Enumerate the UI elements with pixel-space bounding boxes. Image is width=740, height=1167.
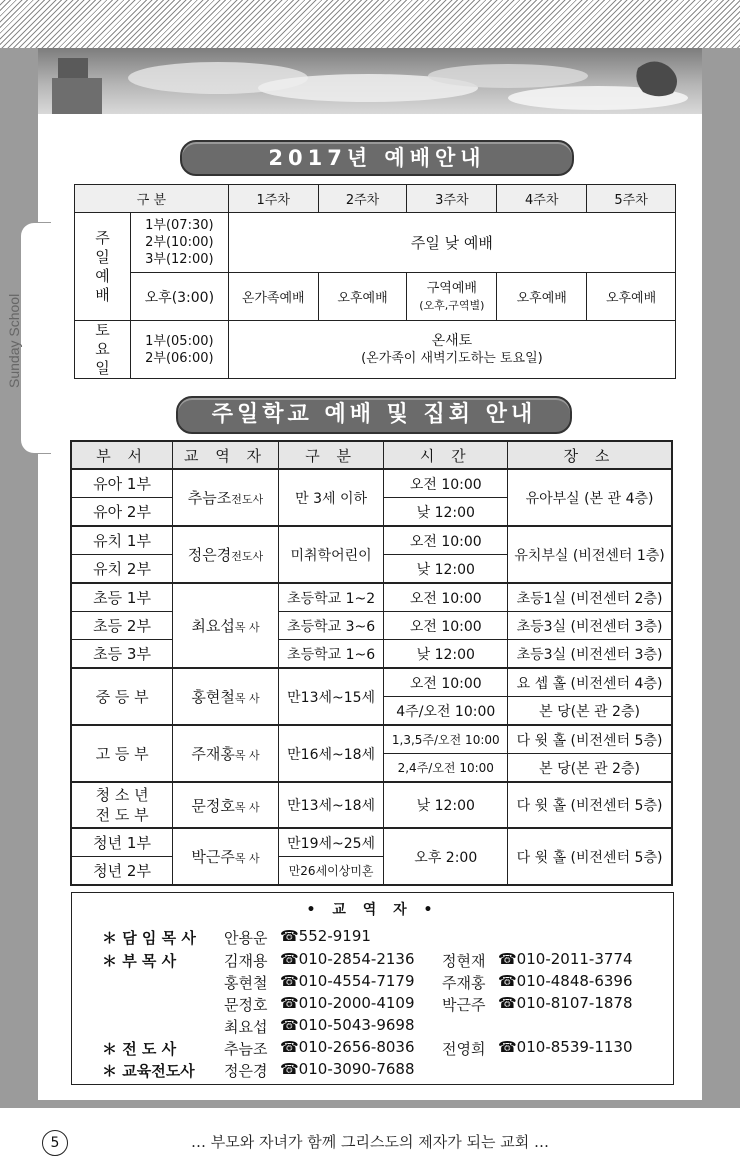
saturday-times: 1부(05:00) 2부(06:00) bbox=[130, 321, 228, 379]
table-row bbox=[71, 469, 672, 498]
place-cell: 다 윗 홀 (비전센터 5층) bbox=[508, 725, 672, 754]
afternoon-week4: 오후예배 bbox=[497, 273, 587, 321]
dept-cell: 초등 1부 bbox=[71, 583, 173, 612]
header-cell: 부 서 bbox=[71, 441, 173, 469]
staff-phone: ☎010-4848-6396 bbox=[498, 972, 633, 990]
group-cell: 만19세~25세 bbox=[278, 828, 384, 857]
afternoon-week3: 구역예배 (오후,구역별) bbox=[407, 273, 497, 321]
table-row bbox=[75, 321, 676, 379]
time-cell: 낮 12:00 bbox=[384, 640, 508, 669]
group-cell: 초등학교 3~6 bbox=[278, 612, 384, 640]
staff-name: 안용운 bbox=[224, 929, 268, 947]
sunday-times: 1부(07:30) 2부(10:00) 3부(12:00) bbox=[130, 213, 228, 273]
place-cell: 다 윗 홀 (비전센터 5층) bbox=[508, 828, 672, 885]
header-cell: 2주차 bbox=[318, 185, 407, 213]
role-label: ＊ 부 목 사 bbox=[102, 952, 177, 970]
time-cell: 오전 10:00 bbox=[384, 668, 508, 697]
leader-cell: 정은경전도사 bbox=[173, 526, 279, 583]
group-cell: 만 3세 이하 bbox=[278, 469, 384, 526]
header-cell: 교 역 자 bbox=[173, 441, 279, 469]
place-cell: 본 당(본 관 2층) bbox=[508, 754, 672, 783]
group-cell: 만16세~18세 bbox=[278, 725, 384, 782]
staff-box bbox=[71, 892, 674, 1085]
staff-name: 전영희 bbox=[442, 1040, 486, 1058]
dept-cell: 유치 2부 bbox=[71, 555, 173, 584]
time-cell: 낮 12:00 bbox=[384, 498, 508, 527]
table-row bbox=[71, 725, 672, 754]
staff-name: 추늠조 bbox=[224, 1040, 268, 1058]
place-cell: 유아부실 (본 관 4층) bbox=[508, 469, 672, 526]
role-label: ＊ 교육전도사 bbox=[102, 1062, 195, 1080]
staff-title: • 교 역 자 • bbox=[306, 902, 439, 918]
time-cell: 2,4주/오전 10:00 bbox=[384, 754, 508, 783]
table-row bbox=[71, 668, 672, 697]
staff-name: 정은경 bbox=[224, 1062, 268, 1080]
side-label: Sunday School bbox=[6, 293, 22, 388]
place-cell: 본 당(본 관 2층) bbox=[508, 697, 672, 726]
time-cell: 오전 10:00 bbox=[384, 469, 508, 498]
staff-phone: ☎010-3090-7688 bbox=[280, 1060, 415, 1078]
place-cell: 유치부실 (비전센터 1층) bbox=[508, 526, 672, 583]
time-cell: 오전 10:00 bbox=[384, 526, 508, 555]
leader-cell: 최요섭목 사 bbox=[173, 583, 279, 668]
leader-cell: 문정호목 사 bbox=[173, 782, 279, 828]
staff-phone: ☎010-5043-9698 bbox=[280, 1016, 415, 1034]
table-header-row bbox=[75, 185, 676, 213]
staff-name: 주재홍 bbox=[442, 974, 486, 992]
place-cell: 초등3실 (비전센터 3층) bbox=[508, 612, 672, 640]
staff-phone: ☎010-4554-7179 bbox=[280, 972, 415, 990]
time-cell: 4주/오전 10:00 bbox=[384, 697, 508, 726]
header-cell: 5주차 bbox=[587, 185, 676, 213]
time-cell: 낮 12:00 bbox=[384, 555, 508, 584]
header-cell: 1주차 bbox=[228, 185, 318, 213]
place-cell: 요 셉 홀 (비전센터 4층) bbox=[508, 668, 672, 697]
sunday-school-title: 주일학교 예배 및 집회 안내 bbox=[176, 396, 572, 434]
leader-cell: 추늠조전도사 bbox=[173, 469, 279, 526]
right-margin bbox=[702, 48, 740, 1108]
group-cell: 만26세이상미혼 bbox=[278, 857, 384, 886]
table-row bbox=[71, 583, 672, 612]
afternoon-time: 오후(3:00) bbox=[130, 273, 228, 321]
saturday-service: 온새토 (온가족이 새벽기도하는 토요일) bbox=[228, 321, 675, 379]
dept-cell: 청 소 년 전 도 부 bbox=[71, 782, 173, 828]
sunday-label: 주 일 예 배 bbox=[75, 213, 131, 321]
role-label: ＊ 전 도 사 bbox=[102, 1040, 177, 1058]
dept-cell: 고 등 부 bbox=[71, 725, 173, 782]
afternoon-week1: 온가족예배 bbox=[228, 273, 318, 321]
worship-guide-title: 2017년 예배안내 bbox=[180, 140, 574, 176]
staff-phone: ☎010-8107-1878 bbox=[498, 994, 633, 1012]
table-row bbox=[71, 782, 672, 828]
time-cell: 낮 12:00 bbox=[384, 782, 508, 828]
header-cell: 3주차 bbox=[407, 185, 497, 213]
hatch-background bbox=[0, 0, 740, 48]
dept-cell: 유아 1부 bbox=[71, 469, 173, 498]
group-cell: 초등학교 1~2 bbox=[278, 583, 384, 612]
group-cell: 미취학어린이 bbox=[278, 526, 384, 583]
page-number: 5 bbox=[42, 1130, 68, 1156]
table-row bbox=[71, 828, 672, 857]
staff-phone: ☎010-2000-4109 bbox=[280, 994, 415, 1012]
table-row bbox=[75, 213, 676, 273]
dept-cell: 초등 3부 bbox=[71, 640, 173, 669]
group-cell: 만13세~18세 bbox=[278, 782, 384, 828]
staff-phone: ☎010-2854-2136 bbox=[280, 950, 415, 968]
side-tab bbox=[20, 222, 51, 454]
time-cell: 1,3,5주/오전 10:00 bbox=[384, 725, 508, 754]
staff-name: 김재용 bbox=[224, 952, 268, 970]
place-cell: 초등1실 (비전센터 2층) bbox=[508, 583, 672, 612]
group-cell: 만13세~15세 bbox=[278, 668, 384, 725]
dept-cell: 유아 2부 bbox=[71, 498, 173, 527]
worship-schedule-table bbox=[74, 184, 676, 379]
staff-name: 홍현철 bbox=[224, 974, 268, 992]
staff-phone: ☎010-2011-3774 bbox=[498, 950, 633, 968]
afternoon-week5: 오후예배 bbox=[587, 273, 676, 321]
header-banner-image bbox=[38, 48, 702, 114]
header-cell: 장 소 bbox=[508, 441, 672, 469]
header-cell: 구 분 bbox=[75, 185, 229, 213]
afternoon-week2: 오후예배 bbox=[318, 273, 407, 321]
dept-cell: 초등 2부 bbox=[71, 612, 173, 640]
dept-cell: 중 등 부 bbox=[71, 668, 173, 725]
staff-name: 박근주 bbox=[442, 996, 486, 1014]
sunday-service: 주일 낮 예배 bbox=[228, 213, 675, 273]
table-row bbox=[71, 640, 672, 669]
footer-slogan: … 부모와 자녀가 함께 그리스도의 제자가 되는 교회 … bbox=[191, 1133, 549, 1151]
header-cell: 시 간 bbox=[384, 441, 508, 469]
group-cell: 초등학교 1~6 bbox=[278, 640, 384, 669]
role-label: ＊ 담 임 목 사 bbox=[102, 929, 196, 947]
staff-name: 정현재 bbox=[442, 952, 486, 970]
leader-cell: 홍현철목 사 bbox=[173, 668, 279, 725]
table-row bbox=[71, 612, 672, 640]
bottom-margin bbox=[0, 1100, 740, 1108]
dept-cell: 청년 1부 bbox=[71, 828, 173, 857]
staff-name: 문정호 bbox=[224, 996, 268, 1014]
header-cell: 4주차 bbox=[497, 185, 587, 213]
table-row bbox=[71, 526, 672, 555]
leader-cell: 박근주목 사 bbox=[173, 828, 279, 885]
sunday-school-table bbox=[70, 440, 673, 886]
header-cell: 구 분 bbox=[278, 441, 384, 469]
dept-cell: 청년 2부 bbox=[71, 857, 173, 886]
time-cell: 오전 10:00 bbox=[384, 612, 508, 640]
leader-cell: 주재홍목 사 bbox=[173, 725, 279, 782]
left-margin bbox=[0, 48, 38, 1108]
sky-clouds-illustration bbox=[38, 48, 702, 114]
place-cell: 다 윗 홀 (비전센터 5층) bbox=[508, 782, 672, 828]
table-header-row bbox=[71, 441, 672, 469]
staff-phone: ☎010-2656-8036 bbox=[280, 1038, 415, 1056]
dept-cell: 유치 1부 bbox=[71, 526, 173, 555]
time-cell: 오전 10:00 bbox=[384, 583, 508, 612]
staff-name: 최요섭 bbox=[224, 1018, 268, 1036]
staff-phone: ☎552-9191 bbox=[280, 927, 371, 945]
place-cell: 초등3실 (비전센터 3층) bbox=[508, 640, 672, 669]
table-row bbox=[75, 273, 676, 321]
time-cell: 오후 2:00 bbox=[384, 828, 508, 885]
saturday-label: 토 요 일 bbox=[75, 321, 131, 379]
staff-phone: ☎010-8539-1130 bbox=[498, 1038, 633, 1056]
